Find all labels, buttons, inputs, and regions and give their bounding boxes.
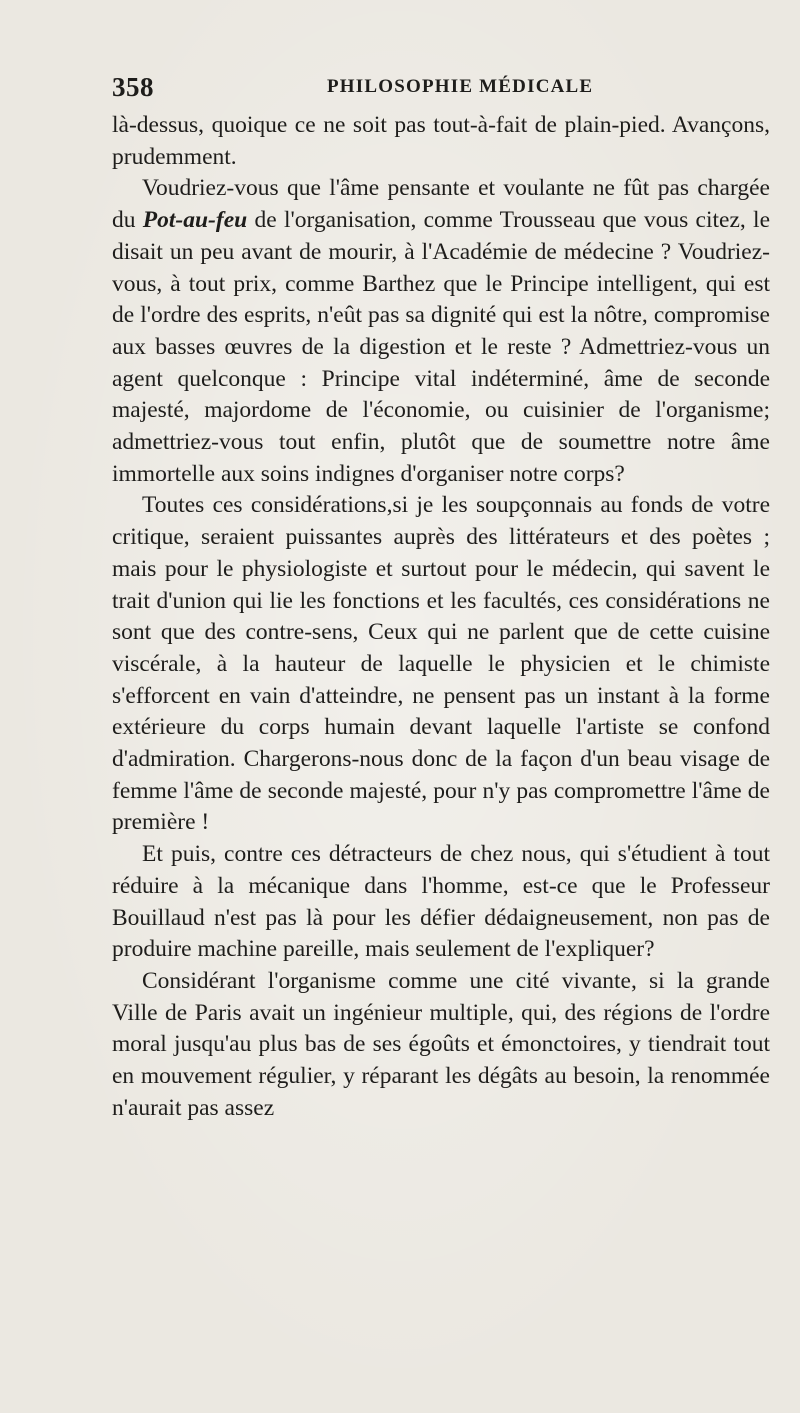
- running-title: PHILOSOPHIE MÉDICALE: [327, 76, 594, 97]
- paragraph: Toutes ces considérations,si je les soupçonnais au fonds de votre critique, seraient puissantes auprès des littérateurs et des poètes ; mais pour le physiologiste et surtout pour le médecin, qui savent le trait d'union qui lie les fonctions et les facultés, ces considérations ne sont que des contre-sens, Ceux qui ne parlent que de cette cuisine viscérale, à la hauteur de laquelle le physicien et le chimiste s'efforcent en vain d'atteindre, ne pensent pas un instant à la forme extérieure du corps humain devant laquelle l'artiste se confond d'admiration. Chargerons-nous donc de la façon d'un beau visage de femme l'âme de seconde majesté, pour n'y pas compromettre l'âme de première !: [112, 492, 770, 836]
- body-text: [112, 110, 770, 1125]
- page-header: [112, 72, 712, 106]
- paragraph: Voudriez-vous que l'âme pensante et voulante ne fût pas chargée du Pot-au-feu de l'organisation, comme Trousseau que vous citez, le disait un peu avant de mourir, à l'Académie de médecine ? Voudriez-vous, à tout prix, comme Barthez que le Principe intelligent, qui est de l'ordre des esprits, n'eût pas sa dignité qui est la nôtre, compromise aux basses œuvres de la digestion et le reste ? Admettriez-vous un agent quelconque : Principe vital indéterminé, âme de seconde majesté, majordome de l'économie, ou cuisinier de l'organisme; admettriez-vous tout enfin, plutôt que de soumettre notre âme immortelle aux soins indignes d'organiser notre corps?: [112, 175, 770, 487]
- italic-phrase: Pot-au-feu: [142, 207, 248, 234]
- paragraph: Et puis, contre ces détracteurs de chez nous, qui s'étudient à tout réduire à la mécanique dans l'homme, est-ce que le Professeur Bouillaud n'est pas là pour les défier dédaigneusement, non pas de produire machine pareille, mais seulement de l'expliquer?: [112, 841, 770, 963]
- paragraph: Considérant l'organisme comme une cité vivante, si la grande Ville de Paris avait un ingénieur multiple, qui, des régions de l'ordre moral jusqu'au plus bas de ses égoûts et émonctoires, y tiendrait tout en mouvement régulier, y réparant les dégâts au besoin, la renommée n'aurait pas assez: [112, 967, 770, 1121]
- paragraph-continuation: là-dessus, quoique ce ne soit pas tout-à-fait de plain-pied. Avançons, prudemment.: [112, 112, 770, 170]
- page-number: 358: [112, 72, 154, 102]
